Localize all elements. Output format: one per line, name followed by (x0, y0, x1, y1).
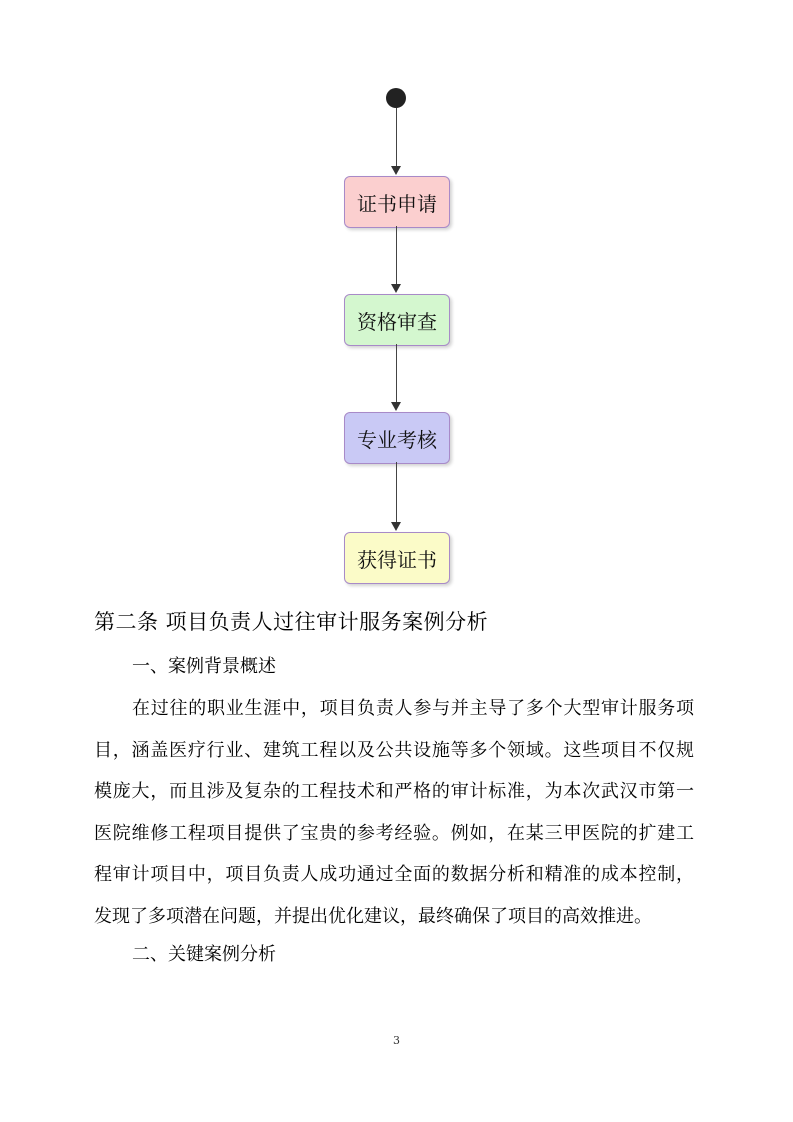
flow-step-obtain-certificate: 获得证书 (344, 532, 450, 584)
paragraph-line: 医院维修工程项目提供了宝贵的参考经验。例如，在某三甲医院的扩建工 (94, 822, 694, 844)
flow-connector (396, 108, 397, 168)
arrow-down-icon (391, 522, 401, 531)
flow-step-certificate-application: 证书申请 (344, 176, 450, 228)
flow-connector (396, 462, 397, 524)
paragraph-line: 目，涵盖医疗行业、建筑工程以及公共设施等多个领域。这些项目不仅规 (94, 739, 694, 761)
paragraph-line: 模庞大，而且涉及复杂的工程技术和严格的审计标准，为本次武汉市第一 (94, 781, 694, 803)
arrow-down-icon (391, 166, 401, 175)
flow-step-professional-assessment: 专业考核 (344, 412, 450, 464)
body-paragraph (94, 688, 694, 938)
flow-start-node (386, 88, 406, 108)
flow-step-qualification-review: 资格审查 (344, 294, 450, 346)
paragraph-line: 在过往的职业生涯中，项目负责人参与并主导了多个大型审计服务项 (132, 698, 694, 719)
subheading-key-cases: 二、关键案例分析 (132, 944, 276, 965)
section-title: 第二条 项目负责人过往审计服务案例分析 (94, 610, 489, 634)
flow-connector (396, 226, 397, 286)
paragraph-line: 程审计项目中，项目负责人成功通过全面的数据分析和精准的成本控制， (94, 864, 694, 886)
page-number: 3 (393, 1034, 400, 1047)
subheading-case-background: 一、案例背景概述 (132, 656, 276, 677)
paragraph-line: 发现了多项潜在问题，并提出优化建议，最终确保了项目的高效推进。 (94, 905, 652, 927)
flow-connector (396, 344, 397, 404)
arrow-down-icon (391, 402, 401, 411)
arrow-down-icon (391, 284, 401, 293)
